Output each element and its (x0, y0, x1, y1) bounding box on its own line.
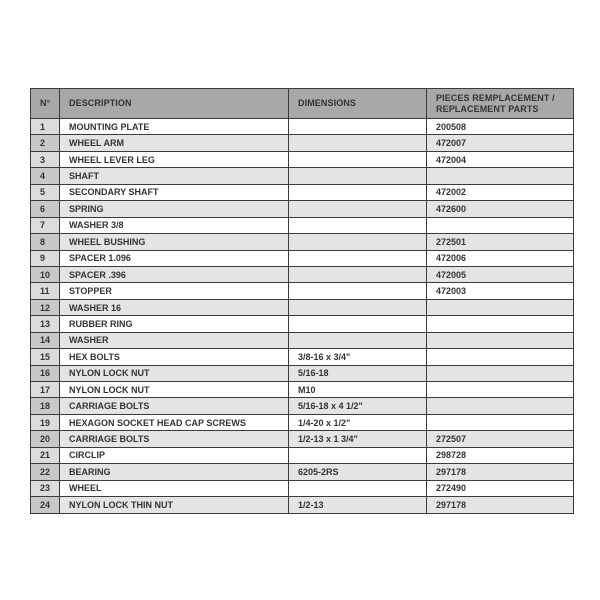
description-cell: WHEEL BUSHING (60, 234, 289, 250)
table-row (31, 135, 574, 151)
dimensions-cell (289, 266, 427, 282)
description-cell: MOUNTING PLATE (60, 119, 289, 135)
row-number-cell: 24 (31, 497, 60, 513)
parts-cell: 472002 (427, 184, 574, 200)
table-row (31, 414, 574, 430)
parts-table-header (31, 89, 574, 119)
row-number-cell: 20 (31, 431, 60, 447)
dimensions-cell (289, 250, 427, 266)
parts-cell: 272490 (427, 480, 574, 496)
header-parts: PIECES REMPLACEMENT / REPLACEMENT PARTS (427, 89, 574, 119)
parts-cell: 272507 (427, 431, 574, 447)
dimensions-cell: 1/4-20 x 1/2" (289, 414, 427, 430)
table-row (31, 299, 574, 315)
table-row (31, 398, 574, 414)
parts-cell: 200508 (427, 119, 574, 135)
table-row (31, 201, 574, 217)
dimensions-cell: 3/8-16 x 3/4" (289, 349, 427, 365)
description-cell: WHEEL LEVER LEG (60, 151, 289, 167)
table-row (31, 382, 574, 398)
table-row (31, 151, 574, 167)
parts-table (30, 88, 574, 514)
description-cell: SHAFT (60, 168, 289, 184)
dimensions-cell (289, 234, 427, 250)
row-number-cell: 11 (31, 283, 60, 299)
row-number-cell: 14 (31, 332, 60, 348)
parts-cell (427, 349, 574, 365)
table-row (31, 316, 574, 332)
parts-table-body (31, 119, 574, 514)
row-number-cell: 9 (31, 250, 60, 266)
table-row (31, 365, 574, 381)
description-cell: WHEEL (60, 480, 289, 496)
table-row (31, 349, 574, 365)
dimensions-cell: 6205-2RS (289, 464, 427, 480)
row-number-cell: 5 (31, 184, 60, 200)
dimensions-cell (289, 316, 427, 332)
description-cell: SECONDARY SHAFT (60, 184, 289, 200)
description-cell: BEARING (60, 464, 289, 480)
description-cell: RUBBER RING (60, 316, 289, 332)
row-number-cell: 6 (31, 201, 60, 217)
description-cell: HEXAGON SOCKET HEAD CAP SCREWS (60, 414, 289, 430)
description-cell: WASHER 16 (60, 299, 289, 315)
parts-cell: 472005 (427, 266, 574, 282)
row-number-cell: 15 (31, 349, 60, 365)
description-cell: SPRING (60, 201, 289, 217)
dimensions-cell (289, 332, 427, 348)
parts-cell (427, 398, 574, 414)
table-row (31, 168, 574, 184)
header-number: N° (31, 89, 60, 119)
parts-cell: 472006 (427, 250, 574, 266)
row-number-cell: 7 (31, 217, 60, 233)
row-number-cell: 2 (31, 135, 60, 151)
description-cell: CIRCLIP (60, 447, 289, 463)
parts-cell (427, 316, 574, 332)
parts-cell: 472003 (427, 283, 574, 299)
dimensions-cell (289, 480, 427, 496)
parts-cell (427, 414, 574, 430)
table-row (31, 250, 574, 266)
row-number-cell: 18 (31, 398, 60, 414)
parts-cell: 472004 (427, 151, 574, 167)
parts-cell: 272501 (427, 234, 574, 250)
dimensions-cell (289, 184, 427, 200)
header-dimensions: DIMENSIONS (289, 89, 427, 119)
table-row (31, 217, 574, 233)
description-cell: NYLON LOCK NUT (60, 382, 289, 398)
parts-cell (427, 365, 574, 381)
table-row (31, 480, 574, 496)
table-row (31, 184, 574, 200)
row-number-cell: 12 (31, 299, 60, 315)
table-row (31, 266, 574, 282)
table-row (31, 497, 574, 513)
description-cell: NYLON LOCK THIN NUT (60, 497, 289, 513)
table-row (31, 332, 574, 348)
row-number-cell: 22 (31, 464, 60, 480)
dimensions-cell: 5/16-18 x 4 1/2" (289, 398, 427, 414)
row-number-cell: 4 (31, 168, 60, 184)
description-cell: WHEEL ARM (60, 135, 289, 151)
dimensions-cell: 1/2-13 (289, 497, 427, 513)
description-cell: HEX BOLTS (60, 349, 289, 365)
description-cell: CARRIAGE BOLTS (60, 431, 289, 447)
row-number-cell: 23 (31, 480, 60, 496)
dimensions-cell (289, 201, 427, 217)
table-row (31, 431, 574, 447)
table-row (31, 283, 574, 299)
parts-cell: 297178 (427, 464, 574, 480)
dimensions-cell (289, 447, 427, 463)
description-cell: WASHER (60, 332, 289, 348)
row-number-cell: 13 (31, 316, 60, 332)
row-number-cell: 10 (31, 266, 60, 282)
row-number-cell: 3 (31, 151, 60, 167)
dimensions-cell: 5/16-18 (289, 365, 427, 381)
parts-cell (427, 382, 574, 398)
table-row (31, 234, 574, 250)
dimensions-cell (289, 119, 427, 135)
dimensions-cell (289, 151, 427, 167)
table-row (31, 464, 574, 480)
table-row (31, 447, 574, 463)
dimensions-cell (289, 168, 427, 184)
parts-cell: 472600 (427, 201, 574, 217)
description-cell: SPACER .396 (60, 266, 289, 282)
dimensions-cell (289, 283, 427, 299)
description-cell: STOPPER (60, 283, 289, 299)
dimensions-cell (289, 135, 427, 151)
parts-cell (427, 332, 574, 348)
dimensions-cell: 1/2-13 x 1 3/4" (289, 431, 427, 447)
row-number-cell: 1 (31, 119, 60, 135)
row-number-cell: 17 (31, 382, 60, 398)
parts-cell: 472007 (427, 135, 574, 151)
table-row (31, 119, 574, 135)
row-number-cell: 19 (31, 414, 60, 430)
parts-cell (427, 299, 574, 315)
header-row (31, 89, 574, 119)
description-cell: NYLON LOCK NUT (60, 365, 289, 381)
row-number-cell: 21 (31, 447, 60, 463)
parts-cell (427, 217, 574, 233)
header-description: DESCRIPTION (60, 89, 289, 119)
parts-cell: 297178 (427, 497, 574, 513)
description-cell: CARRIAGE BOLTS (60, 398, 289, 414)
dimensions-cell (289, 299, 427, 315)
parts-cell (427, 168, 574, 184)
dimensions-cell (289, 217, 427, 233)
parts-cell: 298728 (427, 447, 574, 463)
row-number-cell: 8 (31, 234, 60, 250)
description-cell: WASHER 3/8 (60, 217, 289, 233)
row-number-cell: 16 (31, 365, 60, 381)
dimensions-cell: M10 (289, 382, 427, 398)
description-cell: SPACER 1.096 (60, 250, 289, 266)
